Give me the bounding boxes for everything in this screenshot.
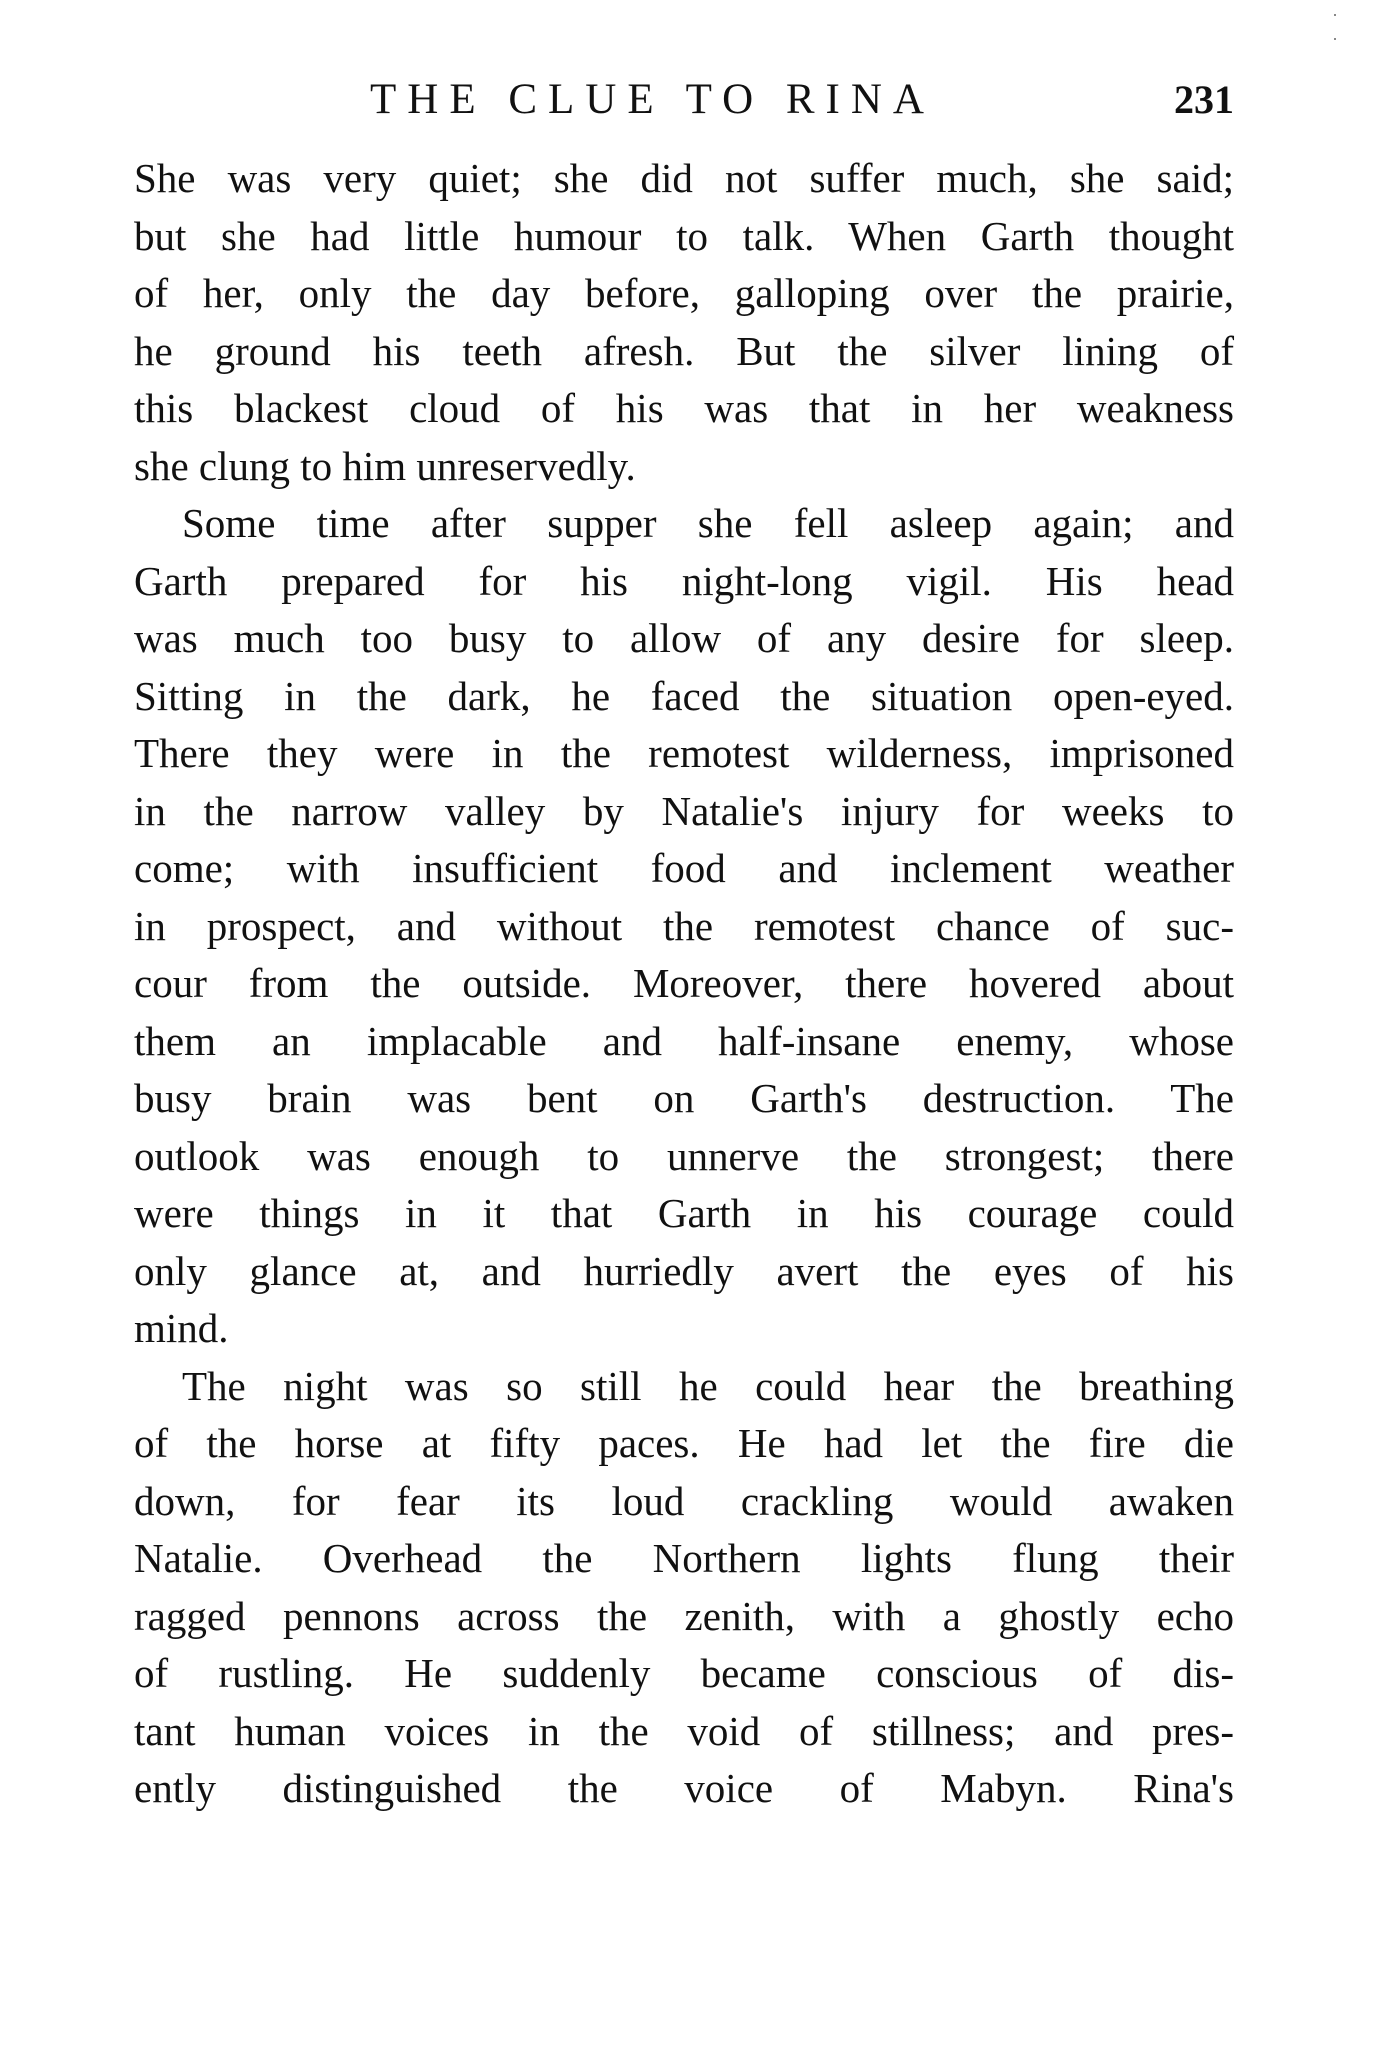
text-line: in the narrow valley by Natalie's injury for weeks to [134,787,1234,834]
running-title: THE CLUE TO RINA [370,76,935,123]
text-line: mind. [134,1305,229,1351]
scan-speck [1334,14,1336,16]
page-number: 231 [1174,77,1234,122]
text-line: busy brain was bent on Garth's destruction. The [134,1075,1234,1121]
text-line: he ground his teeth afresh. But the silver lining of [134,327,1234,374]
text-line: them an implacable and half-insane enemy, whose [134,1017,1234,1064]
text-line: Garth prepared for his night-long vigil. His head [134,557,1234,604]
text-line: cour from the outside. Moreover, there hovered about [134,960,1234,1006]
scan-speck [1334,38,1336,40]
text-line: There they were in the remotest wilderness, imprisoned [134,730,1234,776]
text-line: she clung to him unreservedly. [134,442,636,489]
text-line: down, for fear its loud crackling would awaken [134,1477,1234,1524]
text-line: of her, only the day before, galloping over the prairie, [134,270,1234,316]
text-line: come; with insufficient food and inclement weather [134,845,1234,891]
text-line: outlook was enough to unnerve the strongest; there [134,1132,1234,1179]
text-line: She was very quiet; she did not suffer much, she said; [134,155,1234,201]
text-line: only glance at, and hurriedly avert the eyes of his [134,1247,1234,1294]
text-line: The night was so still he could hear the breathing [182,1362,1234,1409]
text-line: Some time after supper she fell asleep again; and [182,500,1234,546]
text-line: Sitting in the dark, he faced the situation open-eyed. [134,672,1234,719]
text-line: were things in it that Garth in his courage could [134,1190,1234,1236]
text-line: ragged pennons across the zenith, with a ghostly echo [134,1592,1234,1639]
text-line: but she had little humour to talk. When Garth thought [134,212,1234,259]
text-line: was much too busy to allow of any desire for sleep. [134,615,1234,661]
text-line: tant human voices in the void of stillness; and pres- [134,1707,1234,1754]
page-header [134,70,1234,130]
text-line: of rustling. He suddenly became conscious of dis- [134,1650,1234,1696]
text-line: ently distinguished the voice of Mabyn. Rina's [134,1765,1234,1811]
text-line: in prospect, and without the remotest chance of suc- [134,902,1234,949]
text-line: this blackest cloud of his was that in her weakness [134,385,1234,431]
body-text [134,150,1234,1818]
text-line: of the horse at fifty paces. He had let the fire die [134,1420,1234,1466]
text-line: Natalie. Overhead the Northern lights flung their [134,1535,1234,1581]
